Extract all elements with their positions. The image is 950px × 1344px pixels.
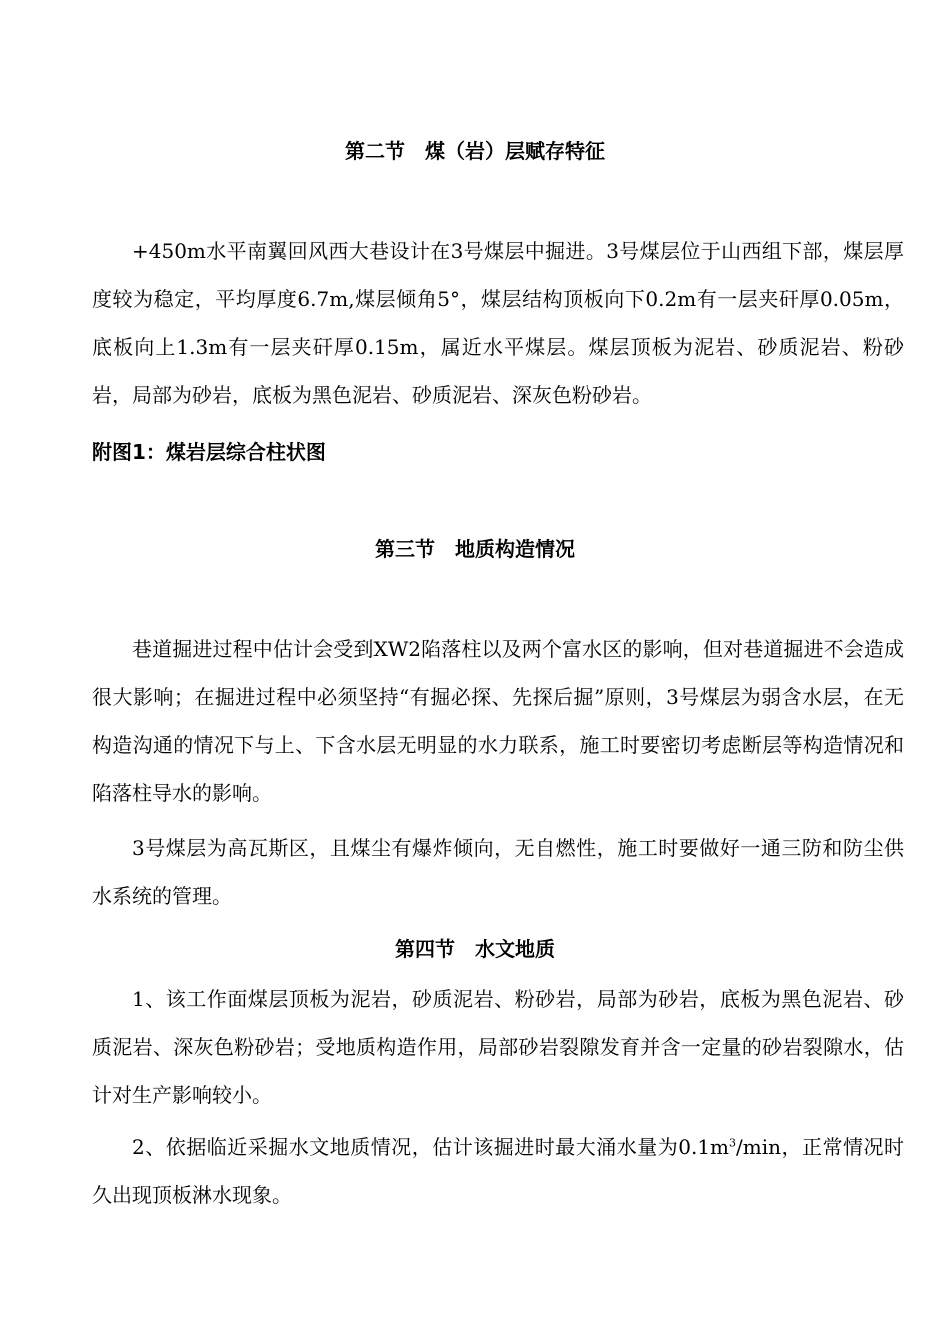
section-2-paragraph: +450m水平南翼回风西大巷设计在3号煤层中掘进。3号煤层位于山西组下部，煤层厚度较为稳定，平均厚度6.7m,煤层倾角5°，煤层结构顶板向下0.2m有一层夹矸厚0.05m，底板向上1.3m有一层夹矸厚0.15m，属近水平煤层。煤层顶板为泥岩、砂质泥岩、粉砂岩，局部为砂岩，底板为黑色泥岩、砂质泥岩、深灰色粉砂岩。 [92,239,904,407]
item-2-text-suffix: /min，正常情况时久出现顶板淋水现象。 [92,1135,904,1207]
section-3-paragraph-2: 3号煤层为高瓦斯区，且煤尘有爆炸倾向，无自燃性，施工时要做好一通三防和防尘供水系统的管理。 [92,836,904,908]
section-4-item-2 [92,1123,904,1219]
item-2-text-prefix: 2、依据临近采掘水文地质情况，估计该掘进时最大涌水量为0.1m [132,1135,730,1159]
section-3-heading: 第三节 地质构造情况 [375,537,575,561]
cubic-superscript: 3 [729,1136,737,1150]
section-3-paragraph-1: 巷道掘进过程中估计会受到XW2陷落柱以及两个富水区的影响，但对巷道掘进不会造成很大影响；在掘进过程中必须坚持“有掘必探、先探后掘”原则，3号煤层为弱含水层，在无构造沟通的情况下与上、下含水层无明显的水力联系，施工时要密切考虑断层等构造情况和陷落柱导水的影响。 [92,637,904,805]
section-2-heading: 第二节 煤（岩）层赋存特征 [345,139,605,163]
figure-reference: 附图1：煤岩层综合柱状图 [92,440,326,464]
section-4-heading: 第四节 水文地质 [395,937,555,961]
section-4-item-1: 1、该工作面煤层顶板为泥岩，砂质泥岩、粉砂岩，局部为砂岩，底板为黑色泥岩、砂质泥岩、深灰色粉砂岩；受地质构造作用，局部砂岩裂隙发育并含一定量的砂岩裂隙水，估计对生产影响较小。 [92,987,904,1107]
